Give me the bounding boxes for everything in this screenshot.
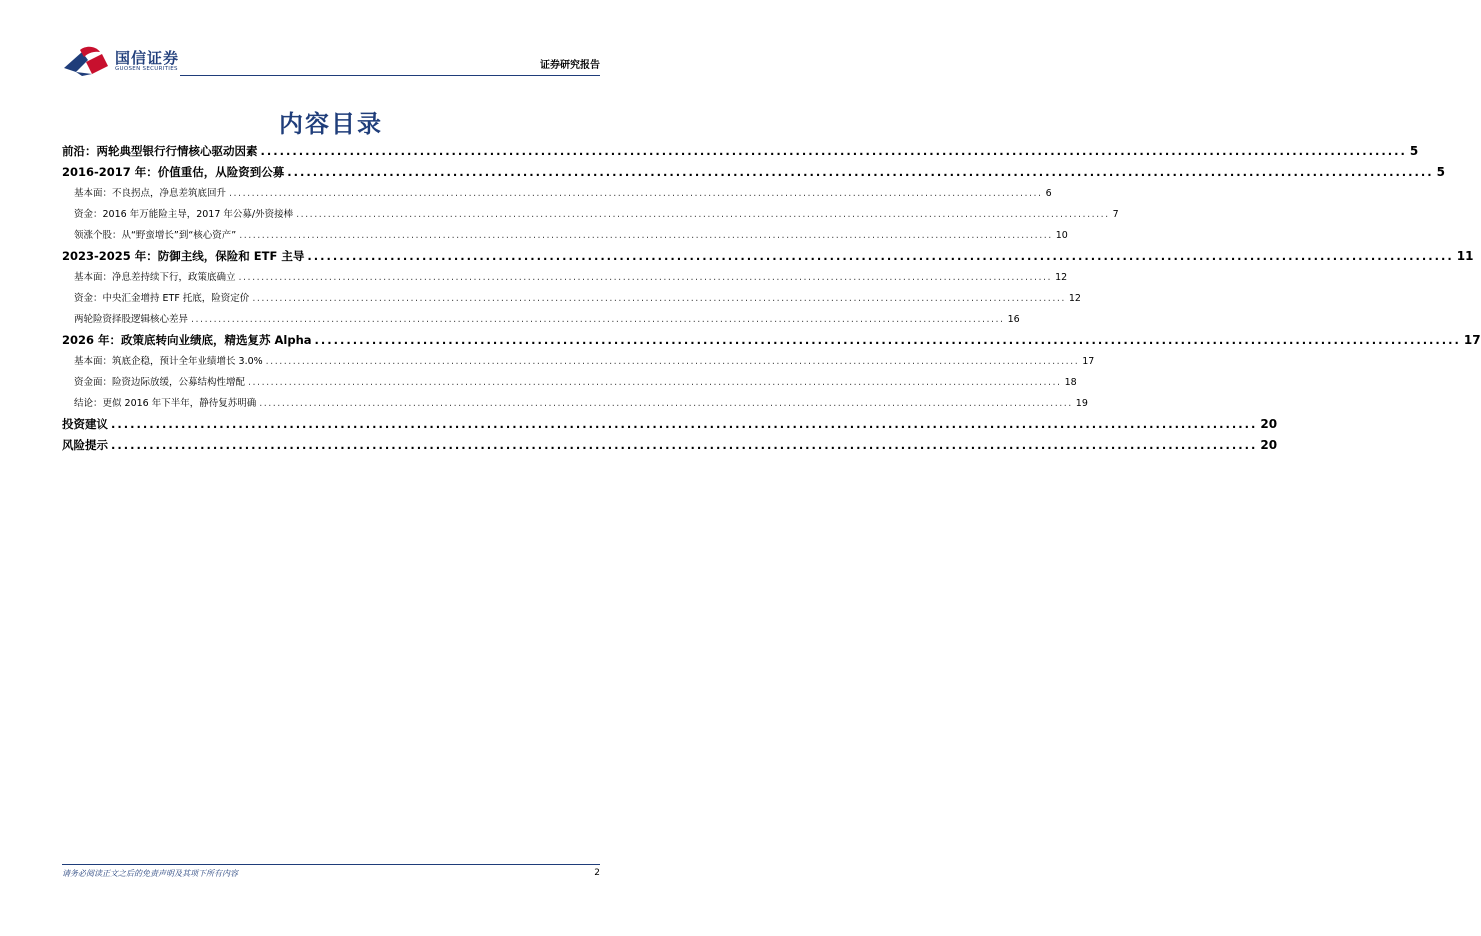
- toc-leader-dots: ....................................................................................................................................................................................: [238, 272, 1053, 283]
- toc-entry[interactable]: [62, 162, 1446, 183]
- toc-entry-page: 17: [1463, 333, 1481, 347]
- toc-entry-page: 17: [1082, 356, 1095, 367]
- toc-leader-dots: ....................................................................................................................................................................................: [265, 356, 1080, 367]
- toc-subentry[interactable]: [62, 351, 1095, 372]
- toc-subentry[interactable]: [62, 267, 1068, 288]
- table-of-contents: [62, 141, 1481, 456]
- toc-entry-title: 2023-2025 年：防御主线，保险和 ETF 主导: [62, 249, 305, 263]
- toc-leader-dots: ....................................................................................................................................................................................: [259, 398, 1073, 409]
- toc-entry-title: 两轮险资择股逻辑核心差异: [74, 314, 189, 325]
- page-header: [62, 44, 600, 78]
- toc-leader-dots: ....................................................................................................................................................................................: [191, 314, 1005, 325]
- toc-entry-title: 风险提示: [62, 438, 108, 452]
- toc-entry-page: 11: [1456, 249, 1474, 263]
- header-divider: [180, 75, 600, 76]
- toc-entry-page: 7: [1112, 209, 1119, 220]
- toc-entry-title: 前沿：两轮典型银行行情核心驱动因素: [62, 144, 258, 158]
- guosen-logo-icon: [62, 46, 110, 76]
- toc-entry-title: 领涨个股：从“野蛮增长”到“核心资产”: [74, 230, 237, 241]
- toc-entry-title: 结论：更似 2016 年下半年，静待复苏明确: [74, 398, 257, 409]
- toc-entry-title: 资金面：险资边际放缓，公募结构性增配: [74, 377, 246, 388]
- toc-subentry[interactable]: [62, 393, 1088, 414]
- toc-entry[interactable]: [62, 246, 1474, 267]
- toc-leader-dots: ....................................................................................................................................................................................: [229, 188, 1043, 199]
- toc-entry-page: 19: [1075, 398, 1088, 409]
- toc-leader-dots: ....................................................................................................................................................................................: [252, 293, 1066, 304]
- toc-subentry[interactable]: [62, 204, 1119, 225]
- toc-subentry[interactable]: [62, 183, 1052, 204]
- report-type-label: 证券研究报告: [540, 60, 600, 71]
- toc-entry-page: 10: [1055, 230, 1068, 241]
- toc-entry-page: 12: [1055, 272, 1068, 283]
- toc-entry-page: 16: [1007, 314, 1020, 325]
- toc-entry-title: 2026 年：政策底转向业绩底，精选复苏 Alpha: [62, 333, 312, 347]
- toc-entry-title: 基本面：筑底企稳，预计全年业绩增长 3.0%: [74, 356, 263, 367]
- toc-entry-title: 投资建议: [62, 417, 108, 431]
- toc-entry-page: 6: [1045, 188, 1052, 199]
- toc-subentry[interactable]: [62, 372, 1077, 393]
- toc-entry-title: 资金：2016 年万能险主导，2017 年公募/外资接棒: [74, 209, 294, 220]
- brand-name-en: GUOSEN SECURITIES: [115, 66, 178, 72]
- toc-leader-dots: ....................................................................................................................................................................................: [111, 438, 1258, 452]
- toc-entry-page: 12: [1068, 293, 1081, 304]
- toc-leader-dots: ....................................................................................................................................................................................: [111, 417, 1258, 431]
- brand-name-cn: 国信证券: [115, 49, 180, 67]
- toc-entry-title: 基本面：不良拐点，净息差筑底回升: [74, 188, 227, 199]
- toc-entry[interactable]: [62, 141, 1419, 162]
- toc-leader-dots: ....................................................................................................................................................................................: [287, 165, 1434, 179]
- toc-leader-dots: ....................................................................................................................................................................................: [260, 144, 1407, 158]
- footer-divider: [62, 864, 600, 865]
- toc-subentry[interactable]: [62, 288, 1081, 309]
- toc-leader-dots: ....................................................................................................................................................................................: [307, 249, 1454, 263]
- toc-leader-dots: ....................................................................................................................................................................................: [296, 209, 1110, 220]
- toc-entry-page: 5: [1409, 144, 1419, 158]
- toc-leader-dots: ....................................................................................................................................................................................: [239, 230, 1053, 241]
- toc-leader-dots: ....................................................................................................................................................................................: [248, 377, 1062, 388]
- toc-entry-title: 2016-2017 年：价值重估，从险资到公募: [62, 165, 285, 179]
- toc-leader-dots: ....................................................................................................................................................................................: [314, 333, 1461, 347]
- page-number: 2: [594, 868, 600, 878]
- toc-title: 内容目录: [279, 110, 383, 138]
- toc-entry-page: 18: [1064, 377, 1077, 388]
- toc-entry[interactable]: [62, 330, 1481, 351]
- toc-entry-page: 20: [1260, 438, 1278, 452]
- disclaimer-note: 请务必阅读正文之后的免责声明及其项下所有内容: [62, 869, 238, 878]
- toc-subentry[interactable]: [62, 309, 1020, 330]
- toc-entry-page: 20: [1260, 417, 1278, 431]
- toc-entry-title: 基本面：净息差持续下行，政策底确立: [74, 272, 236, 283]
- toc-entry[interactable]: [62, 414, 1278, 435]
- toc-subentry[interactable]: [62, 225, 1068, 246]
- toc-entry-page: 5: [1436, 165, 1446, 179]
- toc-entry-title: 资金：中央汇金增持 ETF 托底，险资定价: [74, 293, 250, 304]
- toc-entry[interactable]: [62, 435, 1278, 456]
